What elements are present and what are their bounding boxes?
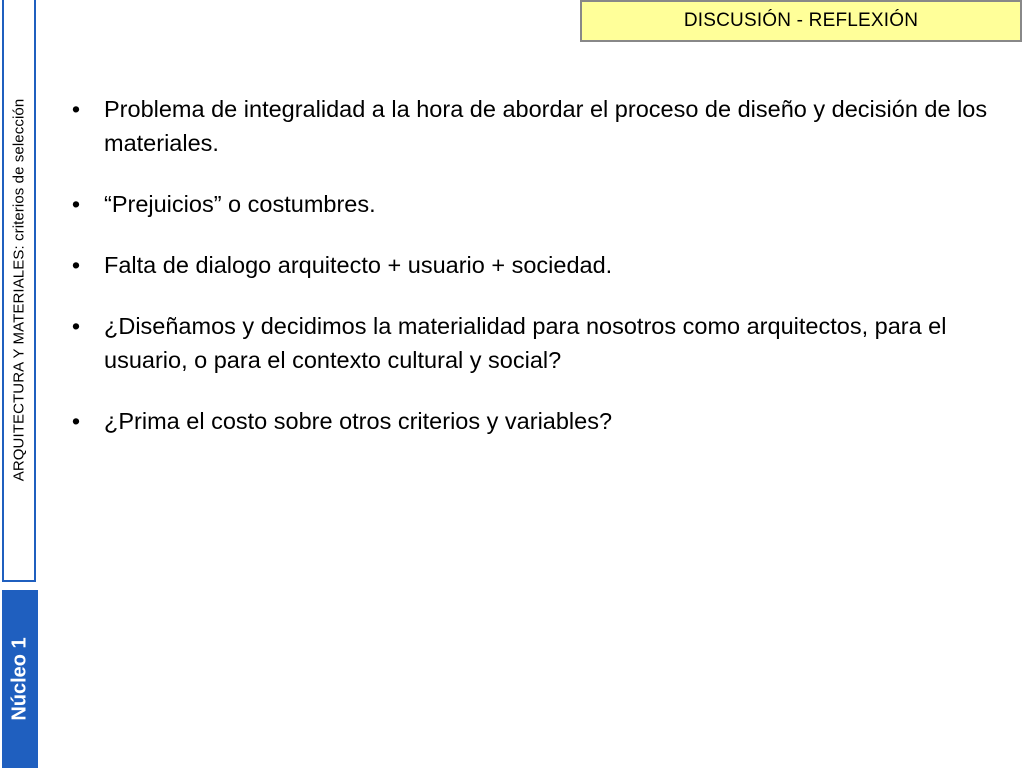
bullet-item xyxy=(66,187,996,221)
sidebar-course-panel xyxy=(2,0,36,582)
bullet-text: Problema de integralidad a la hora de abordar el proceso de diseño y decisión de los materiales. xyxy=(104,96,988,156)
bullet-item xyxy=(66,92,996,160)
bullet-marker: • xyxy=(71,408,81,434)
sidebar-module-panel xyxy=(2,590,38,768)
bullet-list xyxy=(66,92,996,465)
bullet-marker: • xyxy=(71,96,81,122)
bullet-marker: • xyxy=(71,252,81,278)
bullet-text: Falta de dialogo arquitecto + usuario + sociedad. xyxy=(104,252,613,278)
slide-title-box xyxy=(580,0,1022,42)
bullet-item xyxy=(66,309,996,377)
bullet-marker: • xyxy=(71,191,81,217)
bullet-text: “Prejuicios” o costumbres. xyxy=(104,191,376,217)
slide-title: DISCUSIÓN - REFLEXIÓN xyxy=(683,10,919,31)
course-title-vertical: ARQUITECTURA Y MATERIALES: criterios de selección xyxy=(10,98,28,482)
bullet-text: ¿Prima el costo sobre otros criterios y variables? xyxy=(104,408,613,434)
bullet-text: ¿Diseñamos y decidimos la materialidad para nosotros como arquitectos, para el usuario, o para el contexto cultural y social? xyxy=(104,313,947,373)
bullet-item xyxy=(66,404,996,438)
module-label-vertical: Núcleo 1 xyxy=(8,637,31,721)
bullet-marker: • xyxy=(71,313,81,339)
bullet-item xyxy=(66,248,996,282)
